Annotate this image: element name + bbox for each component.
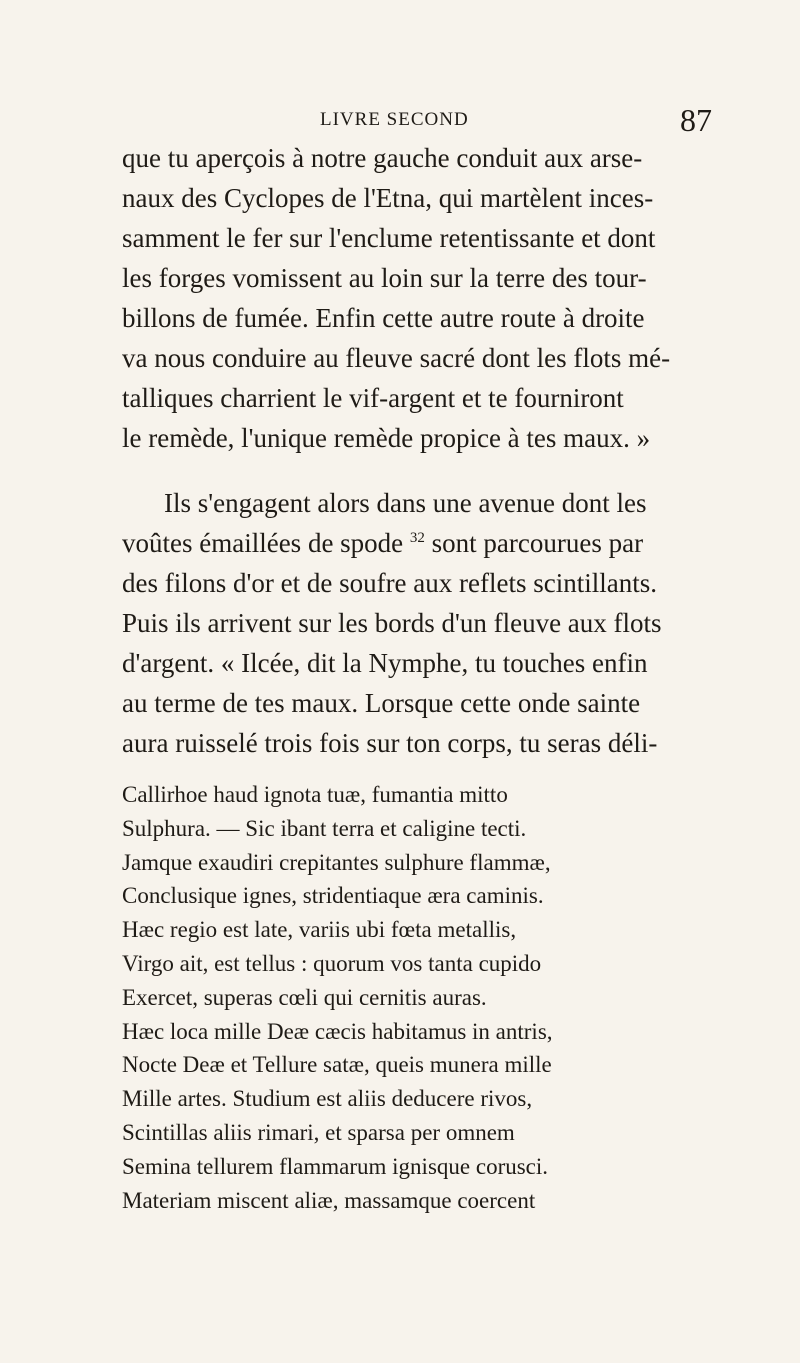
verse-line: Jamque exaudiri crepitantes sulphure flammæ, — [122, 849, 551, 875]
verse-line: Virgo ait, est tellus : quorum vos tanta cupido — [122, 950, 542, 976]
latin-verse — [122, 778, 722, 1217]
running-title: LIVRE SECOND — [320, 109, 469, 130]
text-line: Ils s'engagent alors dans une avenue dont les — [164, 488, 647, 518]
text-line: naux des Cyclopes de l'Etna, qui martèlent inces- — [122, 183, 654, 213]
page-number: 87 — [680, 102, 712, 138]
verse-line: Sulphura. — Sic ibant terra et caligine tecti. — [122, 815, 527, 841]
verse-line: Callirhoe haud ignota tuæ, fumantia mitto — [122, 782, 508, 807]
text-line: des filons d'or et de soufre aux reflets scintillants. — [122, 568, 657, 598]
verse-line: Semina tellurem flammarum ignisque corusci. — [122, 1153, 549, 1179]
text-line: billons de fumée. Enfin cette autre route à droite — [122, 303, 645, 333]
prose-text — [122, 138, 712, 763]
text-fragment: sont parcourues par — [424, 528, 644, 558]
text-line: samment le fer sur l'enclume retentissante et dont — [122, 223, 656, 253]
text-line: que tu aperçois à notre gauche conduit aux arse- — [122, 143, 643, 173]
text-line: les forges vomissent au loin sur la terre des tour- — [122, 263, 647, 293]
verse-line: Conclusique ignes, stridentiaque æra caminis. — [122, 883, 544, 909]
verse-line: Scintillas aliis rimari, et sparsa per omnem — [122, 1119, 515, 1145]
text-line: au terme de tes maux. Lorsque cette onde sainte — [122, 688, 641, 718]
text-fragment: voûtes émaillées de spode — [122, 528, 410, 558]
text-line — [122, 523, 712, 563]
text-line: Puis ils arrivent sur les bords d'un fleuve aux flots — [122, 608, 662, 638]
paragraph-2 — [122, 483, 712, 763]
text-line: talliques charrient le vif-argent et te fourniront — [122, 383, 624, 413]
text-line: aura ruisselé trois fois sur ton corps, tu seras déli- — [122, 728, 658, 758]
text-line: le remède, l'unique remède propice à tes maux. » — [122, 423, 651, 453]
verse-line: Materiam miscent aliæ, massamque coercent — [122, 1187, 536, 1213]
running-head — [100, 100, 712, 140]
text-line: d'argent. « Ilcée, dit la Nymphe, tu touches enfin — [122, 648, 648, 678]
verse-line: Mille artes. Studium est aliis deducere rivos, — [122, 1086, 533, 1112]
footnote-marker: 32 — [409, 530, 425, 546]
paragraph-1 — [122, 138, 712, 458]
verse-line: Hæc loca mille Deæ cæcis habitamus in antris, — [122, 1018, 553, 1044]
text-line: va nous conduire au fleuve sacré dont les flots mé- — [122, 343, 671, 373]
verse-line: Hæc regio est late, variis ubi fœta metallis, — [122, 917, 517, 943]
verse-line: Nocte Deæ et Tellure satæ, queis munera mille — [122, 1052, 552, 1078]
verse-line: Exercet, superas cœli qui cernitis auras. — [122, 984, 487, 1010]
